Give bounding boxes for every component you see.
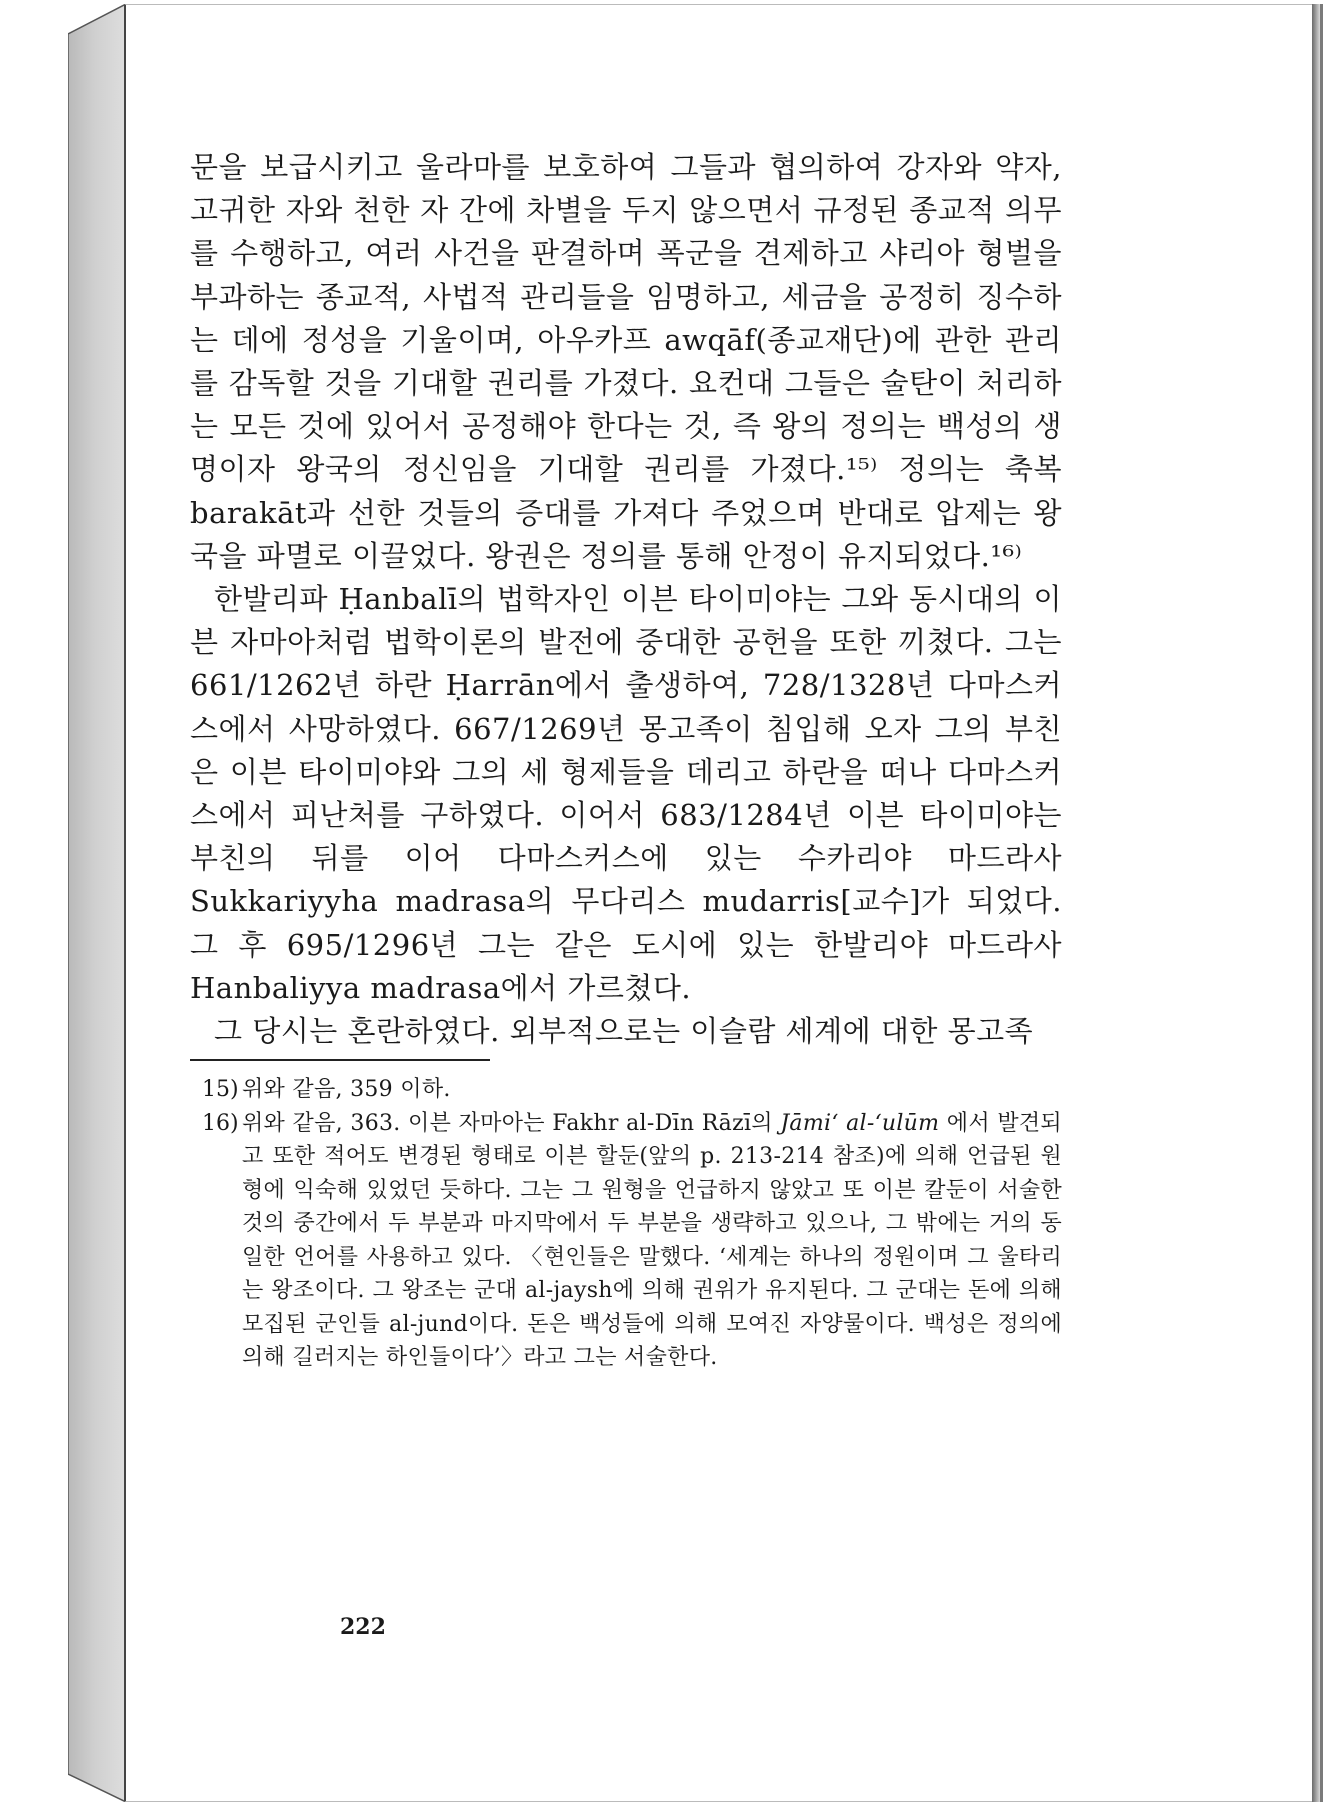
footnote-number: 15) [202,1077,239,1103]
paragraph: 문을 보급시키고 울라마를 보호하여 그들과 협의하여 강자와 약자, 고귀한 자와 천한 자 간에 차별을 두지 않으면서 규정된 종교적 의무를 수행하고, 여러 사건을 판결하며 폭군을 견제하고 샤리아 형벌을 부과하는 종교적, 사법적 관리들을 임명하고, 세금을 공정히 징수하는 데에 정성을 기울이며, 아우카프 awqāf(종교재단)에 관한 관리를 감독할 것을 기대할 권리를 가졌다. 요컨대 그들은 술탄이 처리하는 모든 것에 있어서 공정해야 한다는 것, 즉 왕의 정의는 백성의 생명이자 왕국의 정신임을 기대할 권리를 가졌다.¹⁵⁾ 정의는 축복 barakāt과 선한 것들의 증대를 가져다 주었으며 반대로 압제는 왕국을 파멸로 이끌었다. 왕권은 정의를 통해 안정이 유지되었다.¹⁶⁾ [190,150,1062,573]
paragraph: 그 당시는 혼란하였다. 외부적으로는 이슬람 세계에 대한 몽고족 [214,1014,1034,1049]
page-content [190,146,1062,1375]
footnote-text: 위와 같음, 359 이하. [242,1077,451,1103]
footnote [190,1107,1062,1375]
footnote-number: 16) [202,1110,239,1136]
page-right-edge [1312,4,1320,1802]
footnote-text-part: 위와 같음, 363. 이븐 자마아는 Fakhr al-Dīn Rāzī의 [242,1110,781,1136]
paragraph: 한발리파 Ḥanbalī의 법학자인 이븐 타이미야는 그와 동시대의 이븐 자마아처럼 법학이론의 발전에 중대한 공헌을 또한 끼쳤다. 그는 661/1262년 하란 Ḥarrān에서 출생하여, 728/1328년 다마스커스에서 사망하였다. 667/1269년 몽고족이 침입해 오자 그의 부친은 이븐 타이미야와 그의 세 형제들을 데리고 하란을 떠나 다마스커스에서 피난처를 구하였다. 이어서 683/1284년 이븐 타이미야는 부친의 뒤를 이어 다마스커스에 있는 수카리야 마드라사 Sukkariyyha madrasa의 무다리스 mudarris[교수]가 되었다. 그 후 695/1296년 그는 같은 도시에 있는 한발리야 마드라사 Hanbaliyya madrasa에서 가르쳤다. [190,582,1062,1005]
footnote-text [242,1107,1062,1375]
footnote-italic-title: Jāmi‘ al-‘ulūm [780,1110,940,1136]
page-number: 222 [340,1614,386,1640]
footnote-text-part: 에서 발견되고 또한 적어도 변경된 형태로 이븐 할둔(앞의 p. 213-214 참조)에 의해 언급된 원형에 익숙해 있었던 듯하다. 그는 그 원형을 언급하지 않았고 또 이븐 칼둔이 서술한 것의 중간에서 두 부분과 마지막에서 두 부분을 생략하고 있으나, 그 밖에는 거의 동일한 언어를 사용하고 있다. 〈현인들은 말했다. ‘세계는 하나의 정원이며 그 울타리는 왕조이다. 그 왕조는 군대 al-jaysh에 의해 권위가 유지된다. 그 군대는 돈에 의해 모집된 군인들 al-jund이다. 돈은 백성들에 의해 모여진 자양물이다. 백성은 정의에 의해 길러지는 하인들이다’〉라고 그는 서술한다. [242,1110,1062,1371]
main-text [190,146,1062,1053]
footnotes [190,1073,1062,1375]
book-edge [68,4,126,1802]
footnote [190,1073,1062,1107]
footnote-separator [190,1059,490,1061]
